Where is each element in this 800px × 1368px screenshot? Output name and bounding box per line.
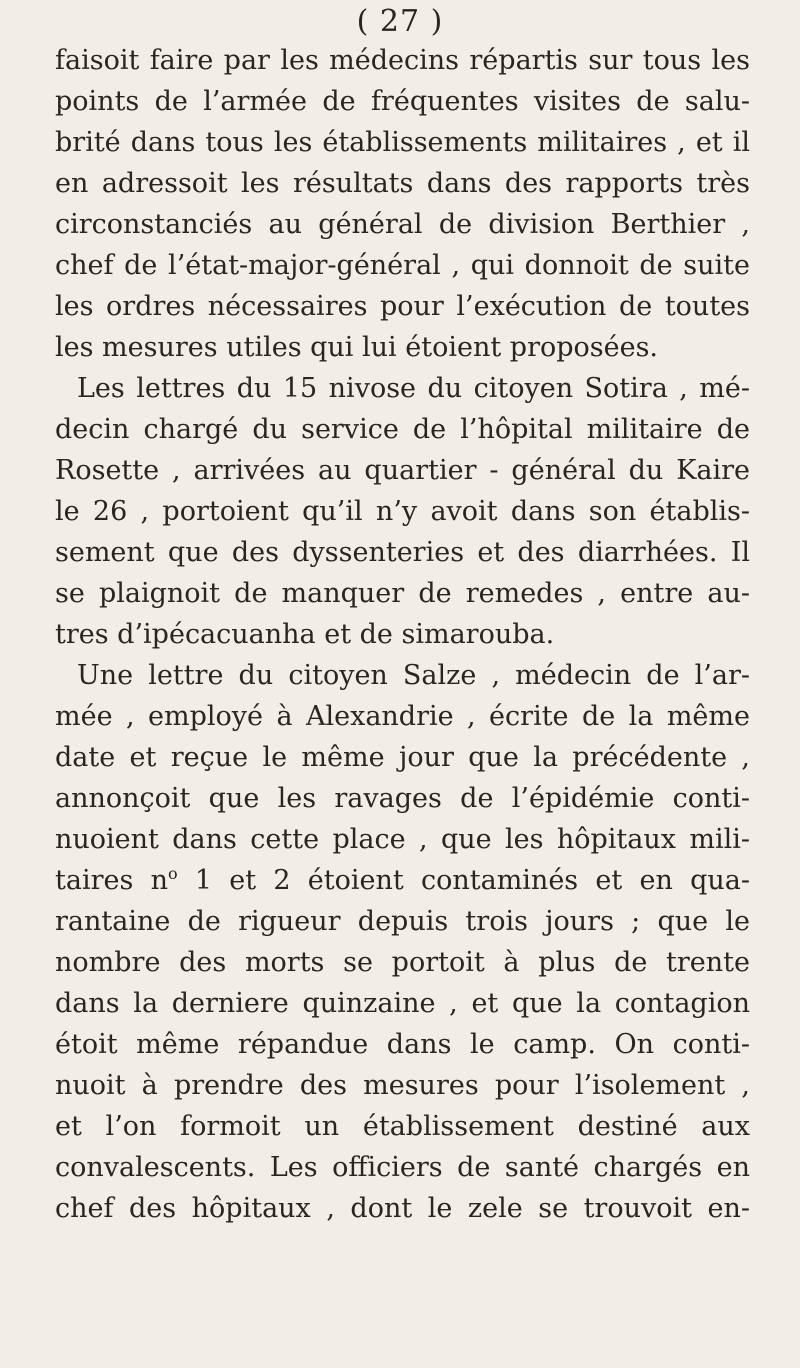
line-part-after: 1 et 2 étoient contaminés et en qua- bbox=[177, 865, 751, 896]
text-line: convalescents. Les officiers de santé chargés en bbox=[55, 1152, 750, 1183]
superscript-o: o bbox=[167, 864, 178, 883]
text-line: chef de l’état-major-général , qui donnoit de suite bbox=[55, 250, 750, 281]
text-line: date et reçue le même jour que la précédente , bbox=[55, 742, 750, 773]
text-line: en adressoit les résultats dans des rapports très bbox=[55, 168, 750, 199]
text-line: tres d’ipécacuanha et de simarouba. bbox=[55, 619, 555, 650]
text-line: points de l’armée de fréquentes visites de salu- bbox=[55, 86, 750, 117]
text-line-with-superscript bbox=[55, 860, 750, 901]
text-line: brité dans tous les établissements militaires , et il bbox=[55, 127, 750, 158]
text-line: nuoient dans cette place , que les hôpitaux mili- bbox=[55, 824, 750, 855]
text-line: nombre des morts se portoit à plus de trente bbox=[55, 947, 750, 978]
text-line: les ordres nécessaires pour l’exécution de toutes bbox=[55, 291, 750, 322]
text-line: circonstanciés au général de division Berthier , bbox=[55, 209, 750, 240]
text-line: Rosette , arrivées au quartier - général du Kaire bbox=[55, 455, 750, 486]
paragraph-start-line: Une lettre du citoyen Salze , médecin de l’ar- bbox=[77, 660, 750, 691]
text-line: les mesures utiles qui lui étoient proposées. bbox=[55, 332, 659, 363]
page-number: ( 27 ) bbox=[356, 4, 444, 39]
text-line: annonçoit que les ravages de l’épidémie conti- bbox=[55, 783, 750, 814]
paragraph-start-line: Les lettres du 15 nivose du citoyen Sotira , mé- bbox=[77, 373, 750, 404]
page-body-text bbox=[55, 40, 750, 1229]
text-line: chef des hôpitaux , dont le zele se trouvoit en- bbox=[55, 1193, 750, 1224]
text-line: et l’on formoit un établissement destiné aux bbox=[55, 1111, 750, 1142]
text-line: decin chargé du service de l’hôpital militaire de bbox=[55, 414, 750, 445]
text-line: rantaine de rigueur depuis trois jours ; que le bbox=[55, 906, 750, 937]
line-part-before: taires n bbox=[55, 865, 168, 896]
text-line: faisoit faire par les médecins répartis sur tous les bbox=[55, 45, 750, 76]
text-line: nuoit à prendre des mesures pour l’isolement , bbox=[55, 1070, 750, 1101]
text-line: étoit même répandue dans le camp. On conti- bbox=[55, 1029, 750, 1060]
text-line: mée , employé à Alexandrie , écrite de la même bbox=[55, 701, 750, 732]
text-line: se plaignoit de manquer de remedes , entre au- bbox=[55, 578, 750, 609]
text-line: sement que des dyssenteries et des diarrhées. Il bbox=[55, 537, 750, 568]
text-line: le 26 , portoient qu’il n’y avoit dans son établis- bbox=[55, 496, 750, 527]
text-line: dans la derniere quinzaine , et que la contagion bbox=[55, 988, 750, 1019]
